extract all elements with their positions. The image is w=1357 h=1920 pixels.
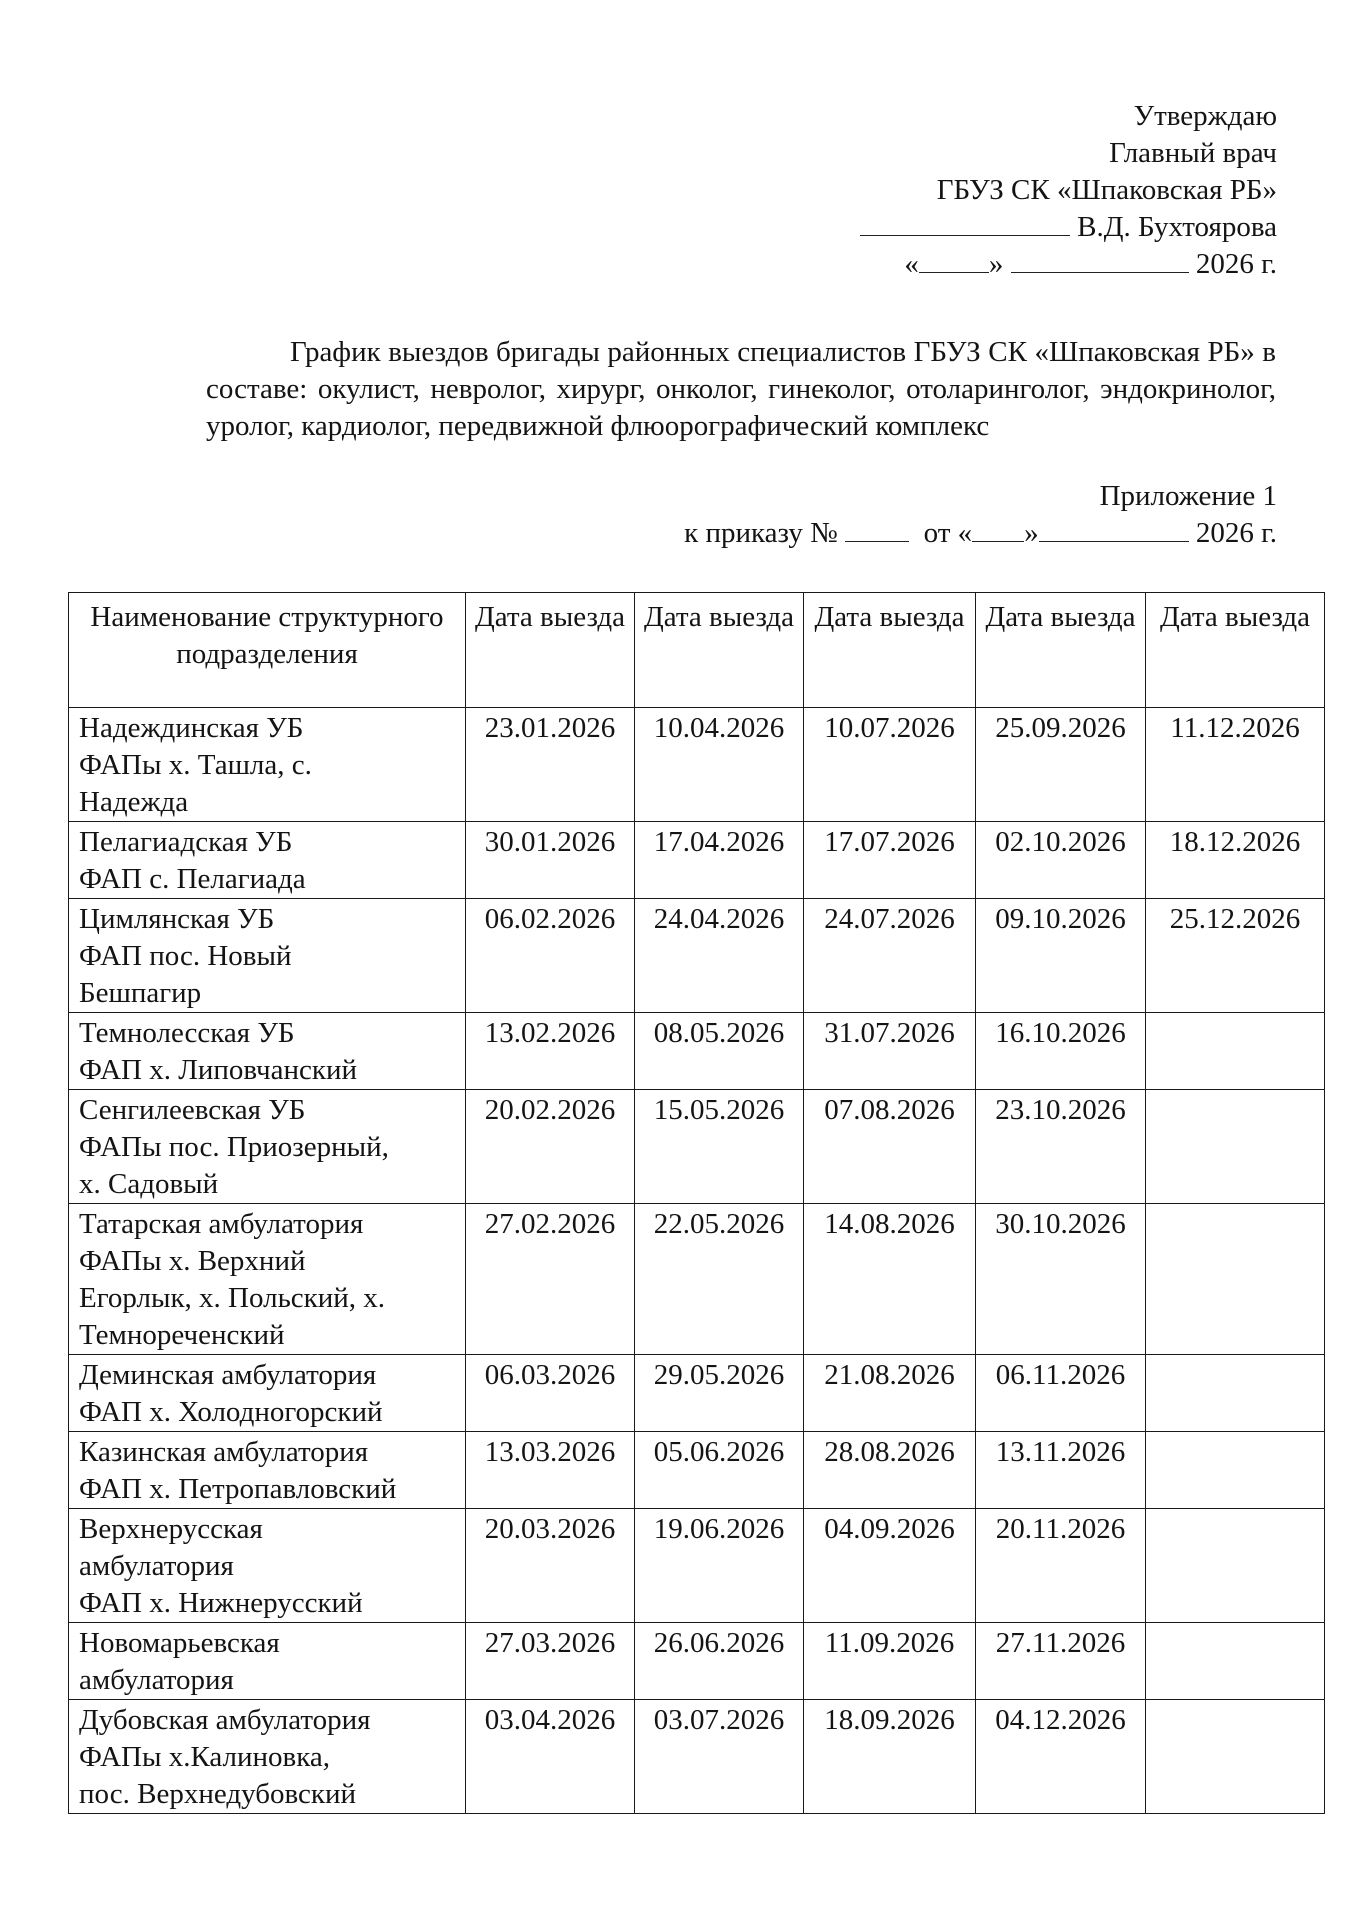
- visit-date-cell: 08.05.2026: [635, 1013, 804, 1090]
- table-row: [69, 1432, 1325, 1509]
- column-header-date: Дата выезда: [804, 593, 976, 708]
- column-header-date: Дата выезда: [466, 593, 635, 708]
- visit-date-cell: 25.12.2026: [1146, 899, 1325, 1013]
- table-row: [69, 899, 1325, 1013]
- approval-signature-line: [860, 209, 1277, 246]
- column-header-date: Дата выезда: [635, 593, 804, 708]
- unit-name-line: Дубовская амбулатория: [79, 1704, 371, 1736]
- visit-date-cell: 20.02.2026: [466, 1090, 635, 1204]
- visit-date-cell: [1146, 1013, 1325, 1090]
- order-day-blank: [972, 517, 1024, 542]
- visit-date-cell: 18.12.2026: [1146, 822, 1325, 899]
- visit-date-cell: 06.02.2026: [466, 899, 635, 1013]
- unit-name-line: Темнолесская УБ: [79, 1017, 295, 1049]
- visit-date-cell: 24.07.2026: [804, 899, 976, 1013]
- visit-date-cell: 04.12.2026: [976, 1700, 1146, 1814]
- visit-date-cell: [1146, 1355, 1325, 1432]
- visit-date-cell: 20.03.2026: [466, 1509, 635, 1623]
- signature-blank: [860, 211, 1070, 236]
- order-prefix: к приказу №: [684, 517, 838, 549]
- day-blank: [919, 248, 989, 273]
- visit-date-cell: 04.09.2026: [804, 1509, 976, 1623]
- column-header-date: Дата выезда: [976, 593, 1146, 708]
- unit-name-cell: [69, 1432, 466, 1509]
- column-header-date: Дата выезда: [1146, 593, 1325, 708]
- unit-name-line: пос. Верхнедубовский: [79, 1778, 356, 1810]
- unit-name-cell: [69, 1700, 466, 1814]
- unit-name-line: Егорлык, х. Польский, х.: [79, 1282, 386, 1314]
- document-title: График выездов бригады районных специалистов ГБУЗ СК «Шпаковская РБ» в составе: окулист, невролог, хирург, онколог, гинеколог, отоларинголог, эндокринолог, уролог, кардиолог, передвижной флюорографический комплекс: [206, 336, 1276, 442]
- approval-block: [860, 98, 1277, 283]
- unit-name-line: Надеждинская УБ: [79, 712, 304, 744]
- unit-name-line: ФАП пос. Новый: [79, 940, 292, 972]
- unit-name-line: амбулатория: [79, 1550, 234, 1582]
- visit-date-cell: 14.08.2026: [804, 1204, 976, 1355]
- order-reference: [684, 515, 1277, 552]
- visit-date-cell: 06.11.2026: [976, 1355, 1146, 1432]
- unit-name-line: Бешпагир: [79, 977, 202, 1009]
- visit-date-cell: 03.04.2026: [466, 1700, 635, 1814]
- order-month-blank: [1039, 517, 1189, 542]
- unit-name-line: ФАП х. Нижнерусский: [79, 1587, 363, 1619]
- visit-date-cell: 15.05.2026: [635, 1090, 804, 1204]
- visit-date-cell: 13.02.2026: [466, 1013, 635, 1090]
- visit-date-cell: 23.10.2026: [976, 1090, 1146, 1204]
- visit-date-cell: 07.08.2026: [804, 1090, 976, 1204]
- date-open-quote: «: [904, 248, 919, 280]
- unit-name-line: ФАПы х.Калиновка,: [79, 1741, 331, 1773]
- visit-date-cell: [1146, 1432, 1325, 1509]
- column-header-unit: Наименование структурного подразделения: [69, 593, 466, 708]
- schedule-body: [69, 708, 1325, 1814]
- order-close-quote: »: [1024, 517, 1039, 549]
- unit-name-line: ФАП х. Холодногорский: [79, 1396, 383, 1428]
- month-blank: [1011, 248, 1189, 273]
- visit-date-cell: 19.06.2026: [635, 1509, 804, 1623]
- visit-date-cell: 27.11.2026: [976, 1623, 1146, 1700]
- visit-date-cell: 27.02.2026: [466, 1204, 635, 1355]
- visit-date-cell: 13.11.2026: [976, 1432, 1146, 1509]
- unit-name-line: ФАПы пос. Приозерный,: [79, 1131, 389, 1163]
- visit-date-cell: 11.12.2026: [1146, 708, 1325, 822]
- unit-name-cell: [69, 1090, 466, 1204]
- visit-date-cell: 27.03.2026: [466, 1623, 635, 1700]
- visit-date-cell: 10.04.2026: [635, 708, 804, 822]
- unit-name-line: амбулатория: [79, 1664, 234, 1696]
- unit-name-line: Казинская амбулатория: [79, 1436, 369, 1468]
- unit-name-line: ФАП х. Липовчанский: [79, 1054, 357, 1086]
- unit-name-cell: [69, 1204, 466, 1355]
- unit-name-line: ФАПы х. Верхний: [79, 1245, 306, 1277]
- visit-date-cell: 16.10.2026: [976, 1013, 1146, 1090]
- visit-date-cell: [1146, 1509, 1325, 1623]
- unit-name-line: Цимлянская УБ: [79, 903, 275, 935]
- unit-name-cell: [69, 1013, 466, 1090]
- visit-date-cell: 11.09.2026: [804, 1623, 976, 1700]
- unit-name-cell: [69, 822, 466, 899]
- visit-date-cell: 17.07.2026: [804, 822, 976, 899]
- table-row: [69, 1623, 1325, 1700]
- order-number-blank: [845, 517, 909, 542]
- visit-date-cell: 21.08.2026: [804, 1355, 976, 1432]
- table-row: [69, 708, 1325, 822]
- unit-name-line: Деминская амбулатория: [79, 1359, 377, 1391]
- visit-date-cell: 10.07.2026: [804, 708, 976, 822]
- visit-date-cell: 31.07.2026: [804, 1013, 976, 1090]
- visit-date-cell: 26.06.2026: [635, 1623, 804, 1700]
- visit-date-cell: 28.08.2026: [804, 1432, 976, 1509]
- visit-date-cell: 05.06.2026: [635, 1432, 804, 1509]
- visit-date-cell: 30.10.2026: [976, 1204, 1146, 1355]
- unit-name-line: Верхнерусская: [79, 1513, 263, 1545]
- visit-date-cell: 30.01.2026: [466, 822, 635, 899]
- visit-date-cell: [1146, 1090, 1325, 1204]
- order-from: от «: [923, 517, 973, 549]
- visit-date-cell: 17.04.2026: [635, 822, 804, 899]
- visit-date-cell: 23.01.2026: [466, 708, 635, 822]
- approval-date-line: [860, 246, 1277, 283]
- table-header-row: [69, 593, 1325, 708]
- table-row: [69, 1090, 1325, 1204]
- unit-name-cell: [69, 708, 466, 822]
- visit-date-cell: 06.03.2026: [466, 1355, 635, 1432]
- unit-name-line: Татарская амбулатория: [79, 1208, 364, 1240]
- unit-name-cell: [69, 1509, 466, 1623]
- table-row: [69, 822, 1325, 899]
- visit-date-cell: 24.04.2026: [635, 899, 804, 1013]
- visit-date-cell: [1146, 1700, 1325, 1814]
- unit-name-line: ФАП с. Пелагиада: [79, 863, 306, 895]
- unit-name-line: Темнореченский: [79, 1319, 285, 1351]
- approval-organization: ГБУЗ СК «Шпаковская РБ»: [936, 174, 1277, 206]
- unit-name-line: ФАПы х. Ташла, с.: [79, 749, 312, 781]
- visit-date-cell: 20.11.2026: [976, 1509, 1146, 1623]
- approval-signatory: В.Д. Бухтоярова: [1077, 211, 1277, 243]
- visit-date-cell: 29.05.2026: [635, 1355, 804, 1432]
- order-year: 2026 г.: [1195, 517, 1277, 549]
- approval-position: Главный врач: [1109, 137, 1277, 169]
- unit-name-cell: [69, 1355, 466, 1432]
- unit-name-line: Пелагиадская УБ: [79, 826, 293, 858]
- table-row: [69, 1700, 1325, 1814]
- visit-date-cell: 22.05.2026: [635, 1204, 804, 1355]
- unit-name-line: Сенгилеевская УБ: [79, 1094, 306, 1126]
- unit-name-line: ФАП х. Петропавловский: [79, 1473, 397, 1505]
- visit-date-cell: 03.07.2026: [635, 1700, 804, 1814]
- table-row: [69, 1355, 1325, 1432]
- unit-name-line: Новомарьевская: [79, 1627, 280, 1659]
- table-row: [69, 1509, 1325, 1623]
- visit-date-cell: [1146, 1204, 1325, 1355]
- visit-date-cell: [1146, 1623, 1325, 1700]
- unit-name-cell: [69, 1623, 466, 1700]
- appendix-label: Приложение 1: [1099, 480, 1277, 512]
- visit-date-cell: 02.10.2026: [976, 822, 1146, 899]
- date-close-quote: »: [988, 248, 1004, 280]
- unit-name-line: х. Садовый: [79, 1168, 219, 1200]
- visit-date-cell: 13.03.2026: [466, 1432, 635, 1509]
- visit-date-cell: 18.09.2026: [804, 1700, 976, 1814]
- unit-name-line: Надежда: [79, 786, 189, 818]
- unit-name-cell: [69, 899, 466, 1013]
- appendix-block: [684, 478, 1277, 552]
- approval-year: 2026 г.: [1195, 248, 1277, 280]
- approval-line: Утверждаю: [1133, 100, 1277, 132]
- visit-date-cell: 25.09.2026: [976, 708, 1146, 822]
- schedule-table: [68, 592, 1325, 1814]
- visit-date-cell: 09.10.2026: [976, 899, 1146, 1013]
- table-row: [69, 1204, 1325, 1355]
- table-row: [69, 1013, 1325, 1090]
